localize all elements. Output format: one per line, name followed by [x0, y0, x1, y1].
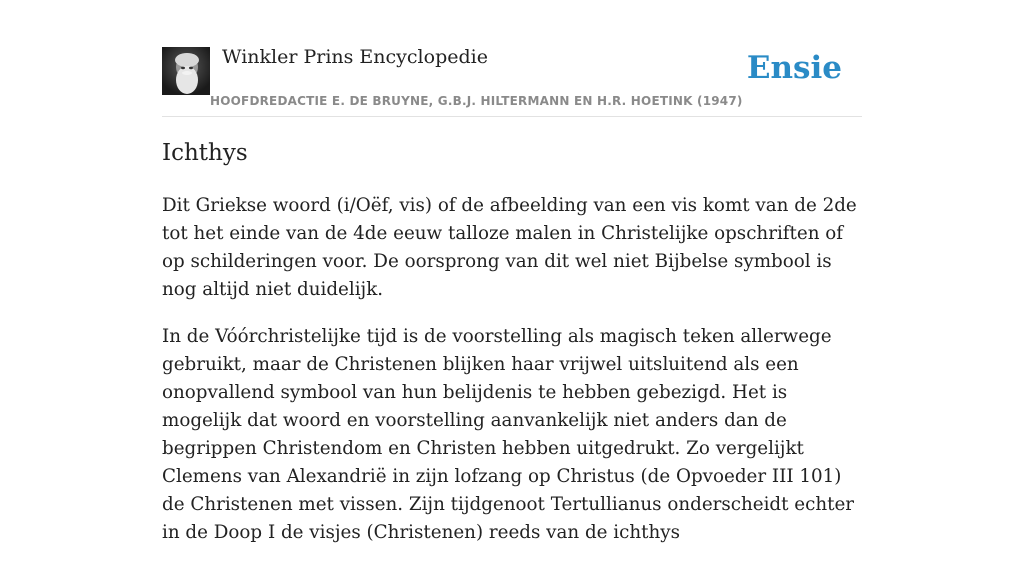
article-body	[162, 192, 862, 566]
portrait-image	[162, 47, 210, 95]
author-avatar[interactable]	[162, 47, 210, 95]
article-title: Ichthys	[162, 140, 248, 166]
brand-logo[interactable]: Ensie	[746, 50, 842, 86]
site-title[interactable]: Winkler Prins Encyclopedie	[222, 46, 488, 68]
site-subtitle: HOOFDREDACTIE E. DE BRUYNE, G.B.J. HILTERMANN EN H.R. HOETINK (1947)	[210, 94, 743, 108]
site-header	[162, 44, 862, 117]
article-paragraph: Dit Griekse woord (i/Oëf, vis) of de afbeelding van een vis komt van de 2de tot het einde van de 4de eeuw talloze malen in Christelijke opschriften of op schilderingen voor. De oorsprong van dit wel niet Bijbelse symbool is nog altijd niet duidelijk.	[162, 195, 857, 300]
article-paragraph: In de Vóórchristelijke tijd is de voorstelling als magisch teken allerwege gebruikt, maar de Christenen blijken haar vrijwel uitsluitend als een onopvallend symbool van hun belijdenis te hebben gebezigd. Het is mogelijk dat woord en voorstelling aanvankelijk niet anders dan de begrippen Christendom en Christen hebben uitgedrukt. Zo vergelijkt Clemens van Alexandrië in zijn lofzang op Christus (de Opvoeder III 101) de Christenen met vissen. Zijn tijdgenoot Tertullianus onderscheidt echter in de Doop I de visjes (Christenen) reeds van de ichthys	[162, 326, 855, 543]
